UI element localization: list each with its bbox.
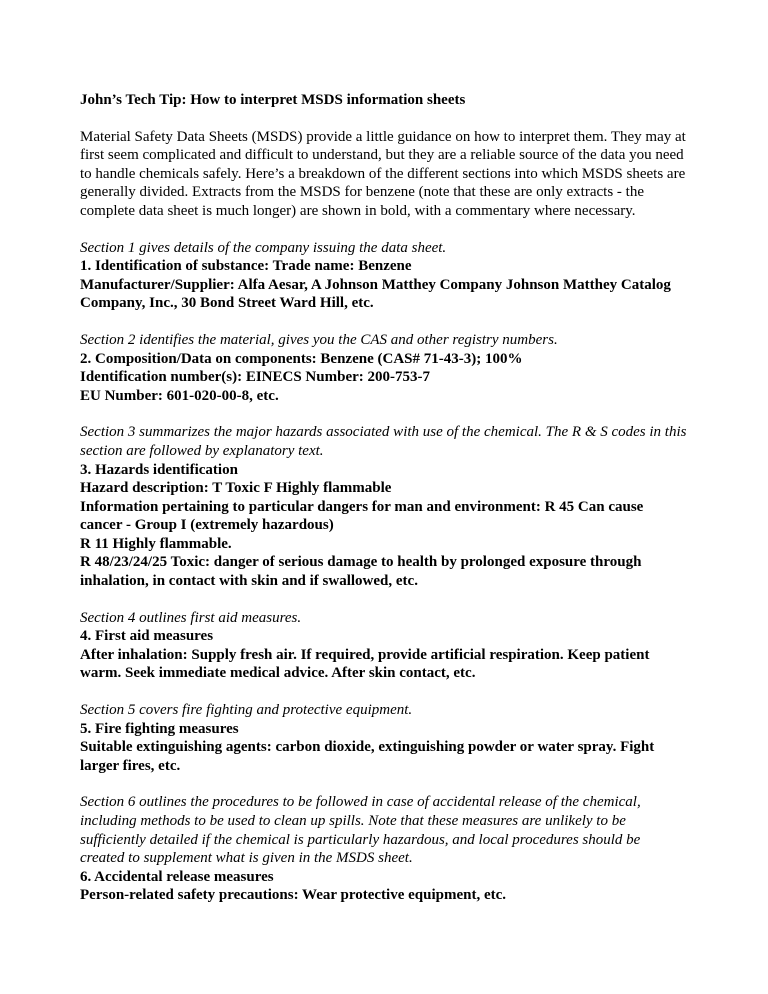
extract-line: R 11 Highly flammable. [80,535,232,552]
extract-line: EU Number: 601-020-00-8, etc. [80,387,279,404]
section-description: Section 1 gives details of the company issuing the data sheet. [80,239,447,256]
extract-line: Information pertaining to particular dangers for man and environment: R 45 Can cause cancer - Group I (extremely hazardous) [80,498,644,534]
extract-line: 3. Hazards identification [80,461,238,478]
extract-line: 1. Identification of substance: Trade name: Benzene [80,258,412,275]
extract-line: 2. Composition/Data on components: Benzene (CAS# 71-43-3); 100% [80,350,523,367]
extract-line: Person-related safety precautions: Wear protective equipment, etc. [80,887,507,904]
extract-line: 4. First aid measures [80,628,214,645]
extract-line: 5. Fire fighting measures [80,720,239,737]
section-5 [80,701,688,775]
section-3 [80,423,688,590]
section-description: Section 5 covers fire fighting and protective equipment. [80,702,413,719]
extract-line: Suitable extinguishing agents: carbon dioxide, extinguishing powder or water spray. Fight larger fires, etc. [80,739,655,774]
extract-line: Identification number(s): EINECS Number: 200-753-7 [80,369,430,386]
section-1 [80,239,688,313]
extract-line: After inhalation: Supply fresh air. If required, provide artificial respiration. Keep patient warm. Seek immediate medical advice. After skin contact, etc. [80,646,650,682]
document-title: John’s Tech Tip: How to interpret MSDS information sheets [80,92,466,108]
section-description: Section 3 summarizes the major hazards associated with use of the chemical. The R & S codes in this section are followed by explanatory text. [80,424,687,459]
section-4 [80,609,688,683]
section-description: Section 6 outlines the procedures to be followed in case of accidental release of the chemical, including methods to be used to clean up spills. Note that these measures are unlikely to be sufficiently detailed if the chemical is particularly hazardous, and local procedures should be created to supplement what is given in the MSDS sheet. [80,794,641,867]
section-2 [80,331,688,405]
intro-paragraph: Material Safety Data Sheets (MSDS) provide a little guidance on how to interpret them. They may at first seem complicated and difficult to understand, but they are a reliable source of the data you need to handle chemicals safely. Here’s a breakdown of the different sections into which MSDS sheets are generally divided. Extracts from the MSDS for benzene (note that these are only extracts - the complete data sheet is much longer) are shown in bold, with a commentary where necessary. [80,128,686,219]
section-description: Section 2 identifies the material, gives you the CAS and other registry numbers. [80,331,558,348]
extract-line: R 48/23/24/25 Toxic: danger of serious damage to health by prolonged exposure through inhalation, in contact with skin and if swallowed, etc. [80,554,642,590]
extract-line: Hazard description: T Toxic F Highly flammable [80,480,392,497]
section-6 [80,793,688,905]
section-description: Section 4 outlines first aid measures. [80,609,302,626]
extract-line: 6. Accidental release measures [80,868,274,885]
extract-line: Manufacturer/Supplier: Alfa Aesar, A Johnson Matthey Company Johnson Matthey Catalog Company, Inc., 30 Bond Street Ward Hill, etc. [80,276,671,312]
